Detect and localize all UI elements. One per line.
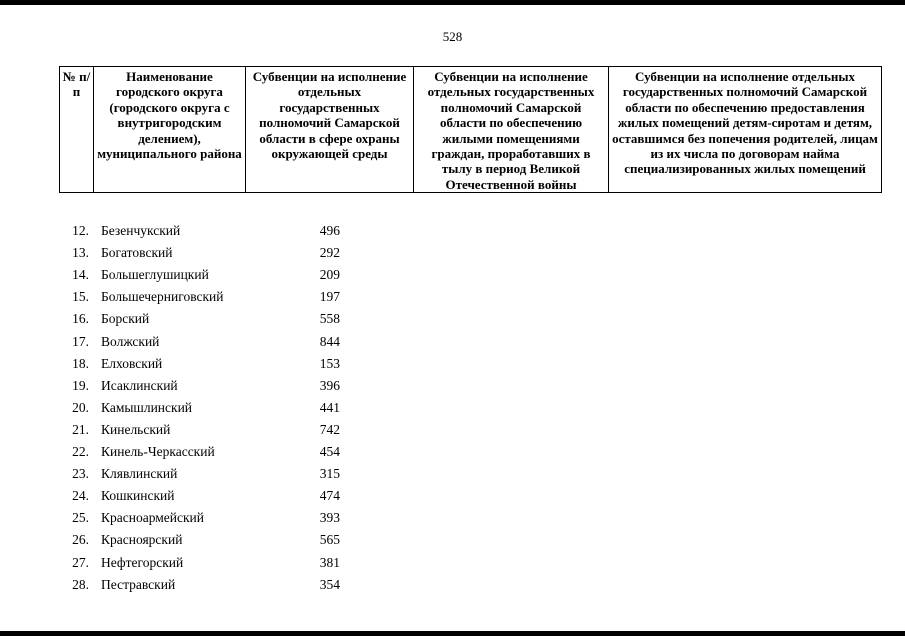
header-number: № п/п — [60, 67, 94, 193]
district-name: Волжский — [101, 333, 160, 349]
table-row — [59, 356, 619, 378]
table-row — [59, 532, 619, 554]
header-district-name: Наименование городского округа (городского округа с внутригородским делением), муниципального района — [94, 67, 246, 193]
table-row — [59, 378, 619, 400]
table-row — [59, 400, 619, 422]
page-number: 528 — [442, 29, 463, 44]
row-number: 27. — [72, 554, 89, 570]
subvention-value: 315 — [319, 466, 340, 482]
header-environment-subvention: Субвенции на исполнение отдельных государственных полномочий Самарской области в сфере охраны окружающей среды — [246, 67, 414, 193]
row-number: 17. — [72, 333, 89, 349]
district-name: Борский — [101, 311, 150, 327]
subvention-value: 292 — [319, 245, 340, 261]
row-number: 19. — [72, 377, 89, 393]
subvention-value: 209 — [319, 267, 340, 283]
district-name: Большеглушицкий — [101, 267, 209, 283]
district-name: Кошкинский — [101, 488, 175, 504]
row-number: 23. — [72, 466, 89, 482]
row-number: 16. — [72, 311, 89, 327]
header-row — [60, 67, 882, 193]
row-number: 21. — [72, 421, 89, 437]
table-row — [59, 577, 619, 599]
district-name: Красноярский — [101, 532, 183, 548]
district-name: Исаклинский — [101, 377, 178, 393]
table-row — [59, 422, 619, 444]
subvention-value: 354 — [319, 576, 340, 592]
subvention-value: 393 — [319, 510, 340, 526]
row-number: 28. — [72, 576, 89, 592]
district-name: Красноармейский — [101, 510, 205, 526]
row-number: 24. — [72, 488, 89, 504]
district-name: Нефтегорский — [101, 554, 184, 570]
row-number: 25. — [72, 510, 89, 526]
row-number: 12. — [72, 223, 89, 238]
district-name: Безенчукский — [101, 223, 181, 238]
district-name: Пестравский — [101, 576, 176, 592]
subvention-value: 742 — [319, 421, 340, 437]
table-row — [59, 267, 619, 289]
subvention-value: 197 — [319, 289, 340, 305]
district-name: Богатовский — [101, 245, 173, 261]
table-row — [59, 223, 619, 245]
subvention-value: 153 — [319, 355, 340, 371]
row-number: 14. — [72, 267, 89, 283]
district-name: Елховский — [101, 355, 163, 371]
row-number: 22. — [72, 444, 89, 459]
district-name: Клявлинский — [101, 466, 178, 482]
table-row — [59, 510, 619, 532]
row-number: 15. — [72, 289, 89, 305]
subvention-value: 396 — [319, 377, 340, 393]
table-row — [59, 289, 619, 311]
subvention-value: 558 — [319, 311, 340, 327]
table-header — [59, 66, 882, 193]
district-name: Кинельский — [101, 421, 171, 437]
subvention-value: 381 — [319, 554, 340, 570]
district-name: Камышлинский — [101, 399, 193, 415]
table-row — [59, 311, 619, 333]
row-number: 13. — [72, 245, 89, 261]
header-housing-orphans-subvention: Субвенции на исполнение отдельных государственных полномочий Самарской области по обеспечению предоставления жилых помещений детям-сиротам и детям, оставшимся без попечения родителей, лицам из их числа по договорам найма специализированных жилых помещений — [609, 67, 882, 193]
subvention-value: 496 — [319, 223, 340, 238]
subvention-value: 844 — [319, 333, 340, 349]
row-number: 18. — [72, 355, 89, 371]
table-row — [59, 245, 619, 267]
table-row — [59, 555, 619, 577]
district-name: Большечерниговский — [101, 289, 224, 305]
row-number: 20. — [72, 399, 89, 415]
header-housing-veterans-subvention: Субвенции на исполнение отдельных государственных полномочий Самарской области по обеспечению жилыми помещениями граждан, проработавших в тылу в период Великой Отечественной войны — [414, 67, 609, 193]
table-row — [59, 334, 619, 356]
subvention-value: 565 — [319, 532, 340, 548]
district-name: Кинель-Черкасский — [101, 444, 215, 459]
subvention-value: 454 — [319, 444, 340, 459]
table-row — [59, 444, 619, 466]
row-number: 26. — [72, 532, 89, 548]
scan-border-bottom — [0, 631, 905, 636]
subvention-value: 441 — [319, 399, 340, 415]
table-row — [59, 488, 619, 510]
table-row — [59, 466, 619, 488]
scan-border-top — [0, 0, 905, 5]
subvention-value: 474 — [319, 488, 340, 504]
